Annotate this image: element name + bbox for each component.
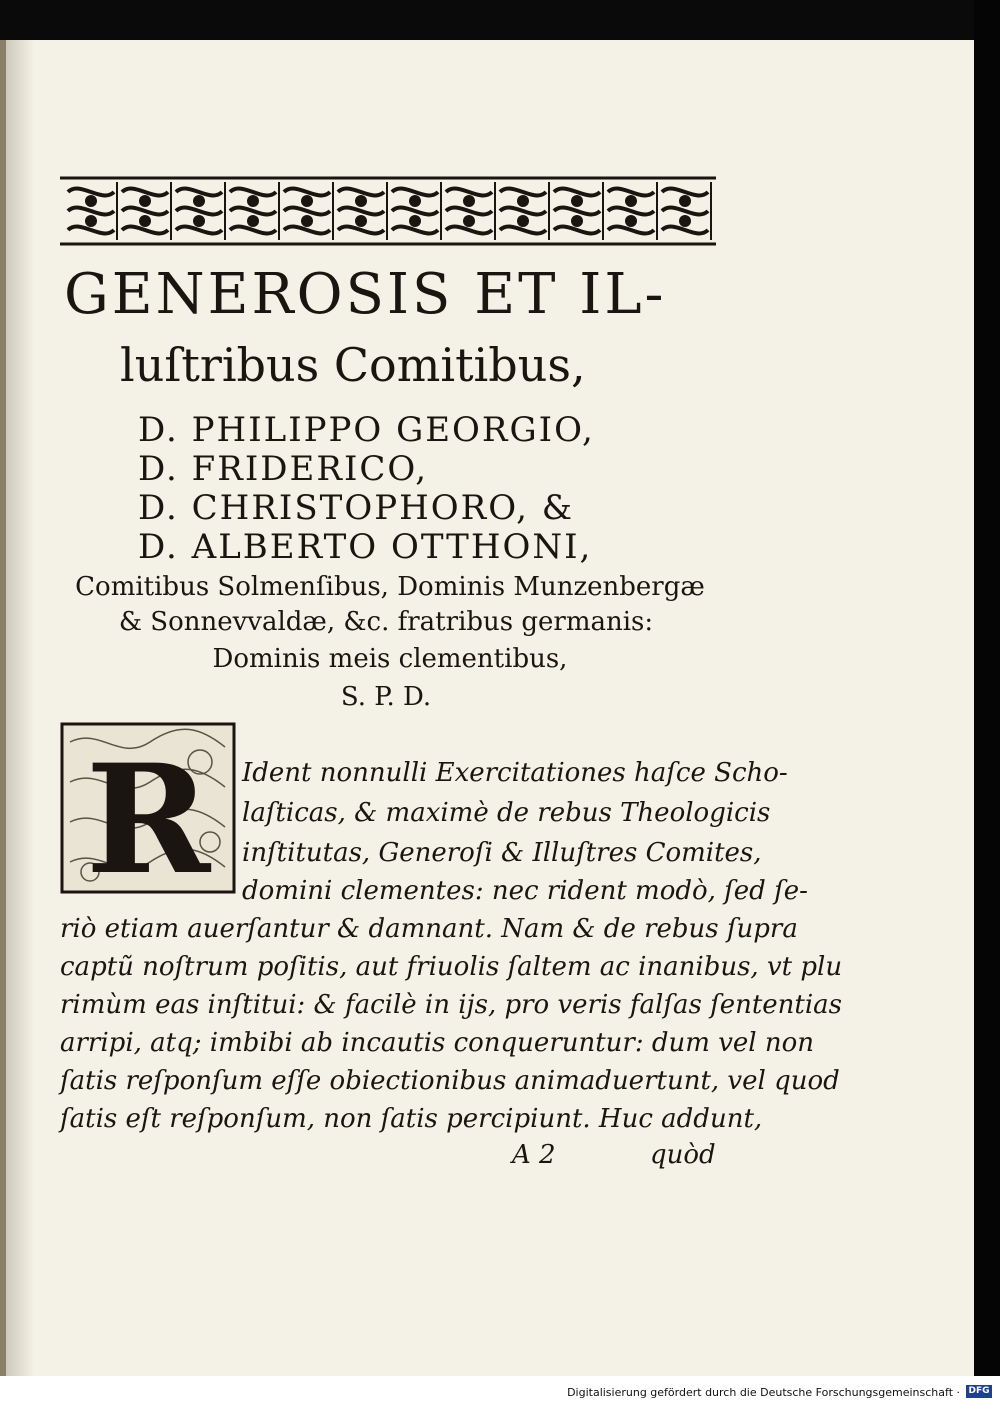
addressee-name: D. FRIDERICO, bbox=[138, 449, 429, 489]
drop-cap-initial bbox=[60, 722, 236, 894]
body-text-line: inſtitutas, Generoſi & Illuſtres Comites, bbox=[242, 838, 762, 868]
page-title: GENEROSIS ET IL- bbox=[64, 262, 667, 327]
body-text-line: captũ noſtrum poſitis, aut friuolis ſaltem ac inanibus, vt plu bbox=[60, 952, 843, 982]
catchword: quòd bbox=[650, 1140, 716, 1170]
spine-shadow bbox=[6, 40, 34, 1376]
body-text-line: Ident nonnulli Exercitationes haſce Scho- bbox=[242, 758, 788, 788]
addressee-name: D. PHILIPPO GEORGIO, bbox=[138, 410, 595, 450]
ornamental-headpiece bbox=[60, 172, 716, 250]
dedication-line: Dominis meis clementibus, bbox=[212, 644, 568, 674]
addressee-name: D. ALBERTO OTTHONI, bbox=[138, 527, 593, 567]
salutation: S. P. D. bbox=[340, 682, 432, 712]
signature-mark: A 2 bbox=[512, 1140, 556, 1170]
body-text-line: domini clementes: nec rident modò, ſed ſe- bbox=[242, 876, 808, 906]
page-subtitle: luſtribus Comitibus, bbox=[120, 338, 586, 392]
footer-credit: Digitalisierung gefördert durch die Deutsche Forschungsgemeinschaft · bbox=[567, 1386, 960, 1399]
dedication-line: & Sonnevvaldæ, &c. fratribus germanis: bbox=[118, 607, 654, 637]
addressee-name: D. CHRISTOPHORO, & bbox=[138, 488, 574, 528]
body-text-line: laſticas, & maximè de rebus Theologicis bbox=[242, 798, 771, 828]
dedication-line: Comitibus Solmenſibus, Dominis Munzenbergæ bbox=[75, 572, 705, 602]
body-text-line: ſatis reſponſum eſſe obiectionibus animaduertunt, vel quod bbox=[60, 1066, 840, 1096]
body-text-line: arripi, atq; imbibi ab incautis conqueruntur: dum vel non bbox=[60, 1028, 814, 1058]
page-top-edge bbox=[0, 0, 974, 40]
body-text-line: ſatis eſt reſponſum, non ſatis percipiunt. Huc addunt, bbox=[60, 1104, 763, 1134]
scan-border-right bbox=[974, 0, 1000, 1376]
body-text-line: riò etiam auerſantur & damnant. Nam & de rebus ſupra bbox=[60, 914, 798, 944]
body-text-line: rimùm eas inſtitui: & facilè in ijs, pro veris falſas ſententias bbox=[60, 990, 843, 1020]
drop-cap-letter: R bbox=[85, 732, 211, 894]
dfg-logo: DFG bbox=[966, 1385, 992, 1398]
